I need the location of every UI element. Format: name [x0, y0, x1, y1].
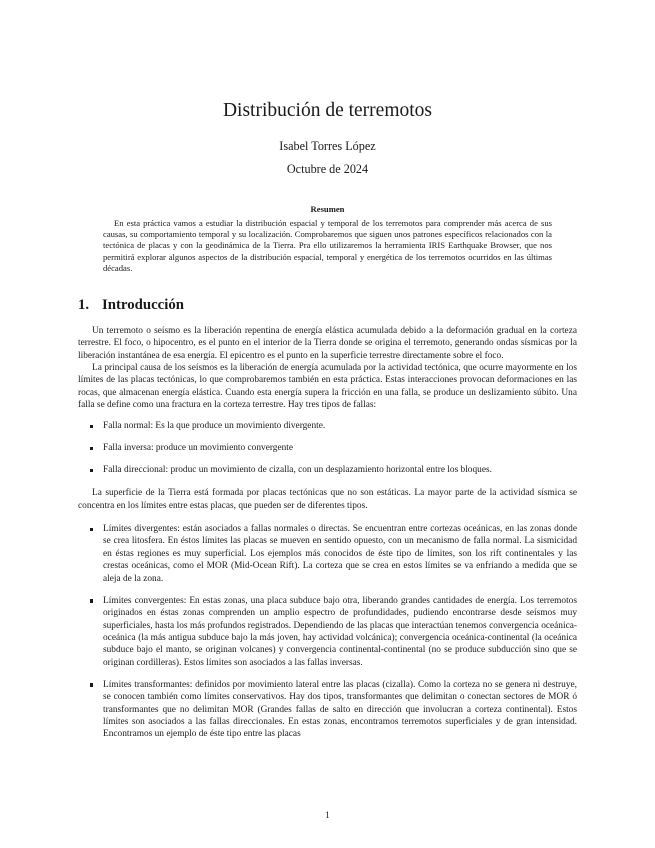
list-item-text: Límites convergentes: En estas zonas, una placa subduce bajo otra, liberando grandes cantidades de energía. Los terremotos originados en éstas zonas comprenden un amplio espectro de profundidades, pudiendo encontrarse desde seísmos muy superficiales, hasta los más profundos registrados. Dependiendo de las placas que interactúan tenemos convergencia oceánica-oceánica (la más antigua subduce bajo la más joven, hay actividad volcánica); convergencia oceánica-continental (la oceánica subduce bajo el manto, se originan volcanes) y convergencia continental-continental (no se produce subducción sino que se originan cordilleras). Estos límites son asociados a las fallas inversas.: [103, 595, 577, 668]
list-item: [90, 595, 577, 669]
section-heading: [78, 296, 578, 315]
list-item-text: Límites divergentes: están asociados a fallas normales o directas. Se encuentran entre cortezas oceánicas, en las zonas donde se crea litosfera. En éstos límites las placas se mueven en sentido opuesto, con un mecanismo de falla normal. La sismicidad en éstas regiones es muy superficial. Los ejemplos más conocidos de éste tipo de límites, son los rift continentales y las crestas oceánicas, como el MOR (Mid-Ocean Rift). La corteza que se crea en estos límites se va enfriando a medida que se aleja de la zona.: [103, 524, 577, 584]
page-number: 1: [325, 811, 330, 821]
document-date: Octubre de 2024: [286, 162, 369, 176]
list-item: [90, 420, 577, 432]
fault-types-list: [78, 420, 577, 476]
bullet-icon: [90, 425, 93, 428]
list-item: [90, 464, 577, 476]
paragraph: La superficie de la Tierra está formada por placas tectónicas que no son estáticas. La mayor parte de la actividad sísmica se concentra en los límites entre estas placas, que pueden ser de diferentes tipos.: [78, 488, 577, 511]
bullet-icon: [90, 599, 93, 602]
abstract-heading: Resumen: [310, 204, 345, 214]
list-item-text: Límites transformantes: definidos por movimiento lateral entre las placas (cizalla). Como la corteza no se genera ni destruye, se conocen también como límites conservativos. Hay dos tipos, transformantes que delimitan o conectan sectores de MOR ó transformantes que no delimitan MOR (Grandes fallas de salto en dirección que involucran a corteza continental). Estos límites son asociados a las fallas direccionales. En estas zonas, encontramos terremotos superficiales y de gran intensidad. Encontramos un ejemplo de éste tipo entre las placas: [103, 679, 577, 740]
section-number: 1.: [78, 297, 90, 313]
paragraph: La principal causa de los seísmos es la liberación de energía acumulada por la actividad tectónica, que ocurre mayormente en los límites de las placas tectónicas, lo que comprobaremos también en esta práctica. Estas interacciones provocan deformaciones en las rocas, que almacenan energía elástica. Cuando esta energía supera la fricción en una falla, se produce un deslizamiento súbito. Una falla se define como una fractura en la corteza terrestre. Hay tres tipos de fallas:: [78, 363, 577, 411]
paragraph: Un terremoto o seísmo es la liberación repentina de energía elástica acumulada debido a la deformación gradual en la corteza terrestre. El foco, o hipocentro, es el punto en el interior de la Tierra donde se origina el terremoto, generando ondas sísmicas por la liberación instantánea de esa energía. El epicentro es el punto en la superficie terrestre directamente sobre el foco.: [78, 326, 577, 361]
bullet-icon: [90, 683, 93, 686]
list-item: [90, 523, 577, 585]
section-title: Introducción: [102, 297, 184, 313]
abstract-body: En esta práctica vamos a estudiar la distribución espacial y temporal de los terremotos para comprender más acerca de sus causas, su comportamiento temporal y su localización. Comprobaremos que siguen unos patrones específicos relacionados con la tectónica de placas y con la geodinámica de la Tierra. Pra ello utilizaremos la herramienta IRIS Earthquake Browser, que nos permitirá explorar algunos aspectos de la distribución espacial, temporal y energética de los terremotos ocurridos en las últimas décadas.: [103, 218, 552, 273]
bullet-icon: [90, 469, 93, 472]
document-title: Distribución de terremotos: [222, 100, 433, 121]
list-item: [90, 442, 577, 454]
document-author: Isabel Torres López: [279, 139, 376, 153]
bullet-icon: [90, 447, 93, 450]
bullet-icon: [90, 528, 93, 531]
list-item-text: Falla inversa: produce un movimiento convergente: [103, 443, 294, 454]
plate-boundaries-list: [78, 523, 577, 741]
list-item-text: Falla normal: Es la que produce un movimiento divergente.: [103, 421, 326, 432]
list-item: [90, 679, 577, 741]
section-body: [78, 325, 577, 751]
list-item-text: Falla direccional: produc un movimiento de cizalla, con un desplazamiento horizontal entre los bloques.: [103, 465, 492, 476]
